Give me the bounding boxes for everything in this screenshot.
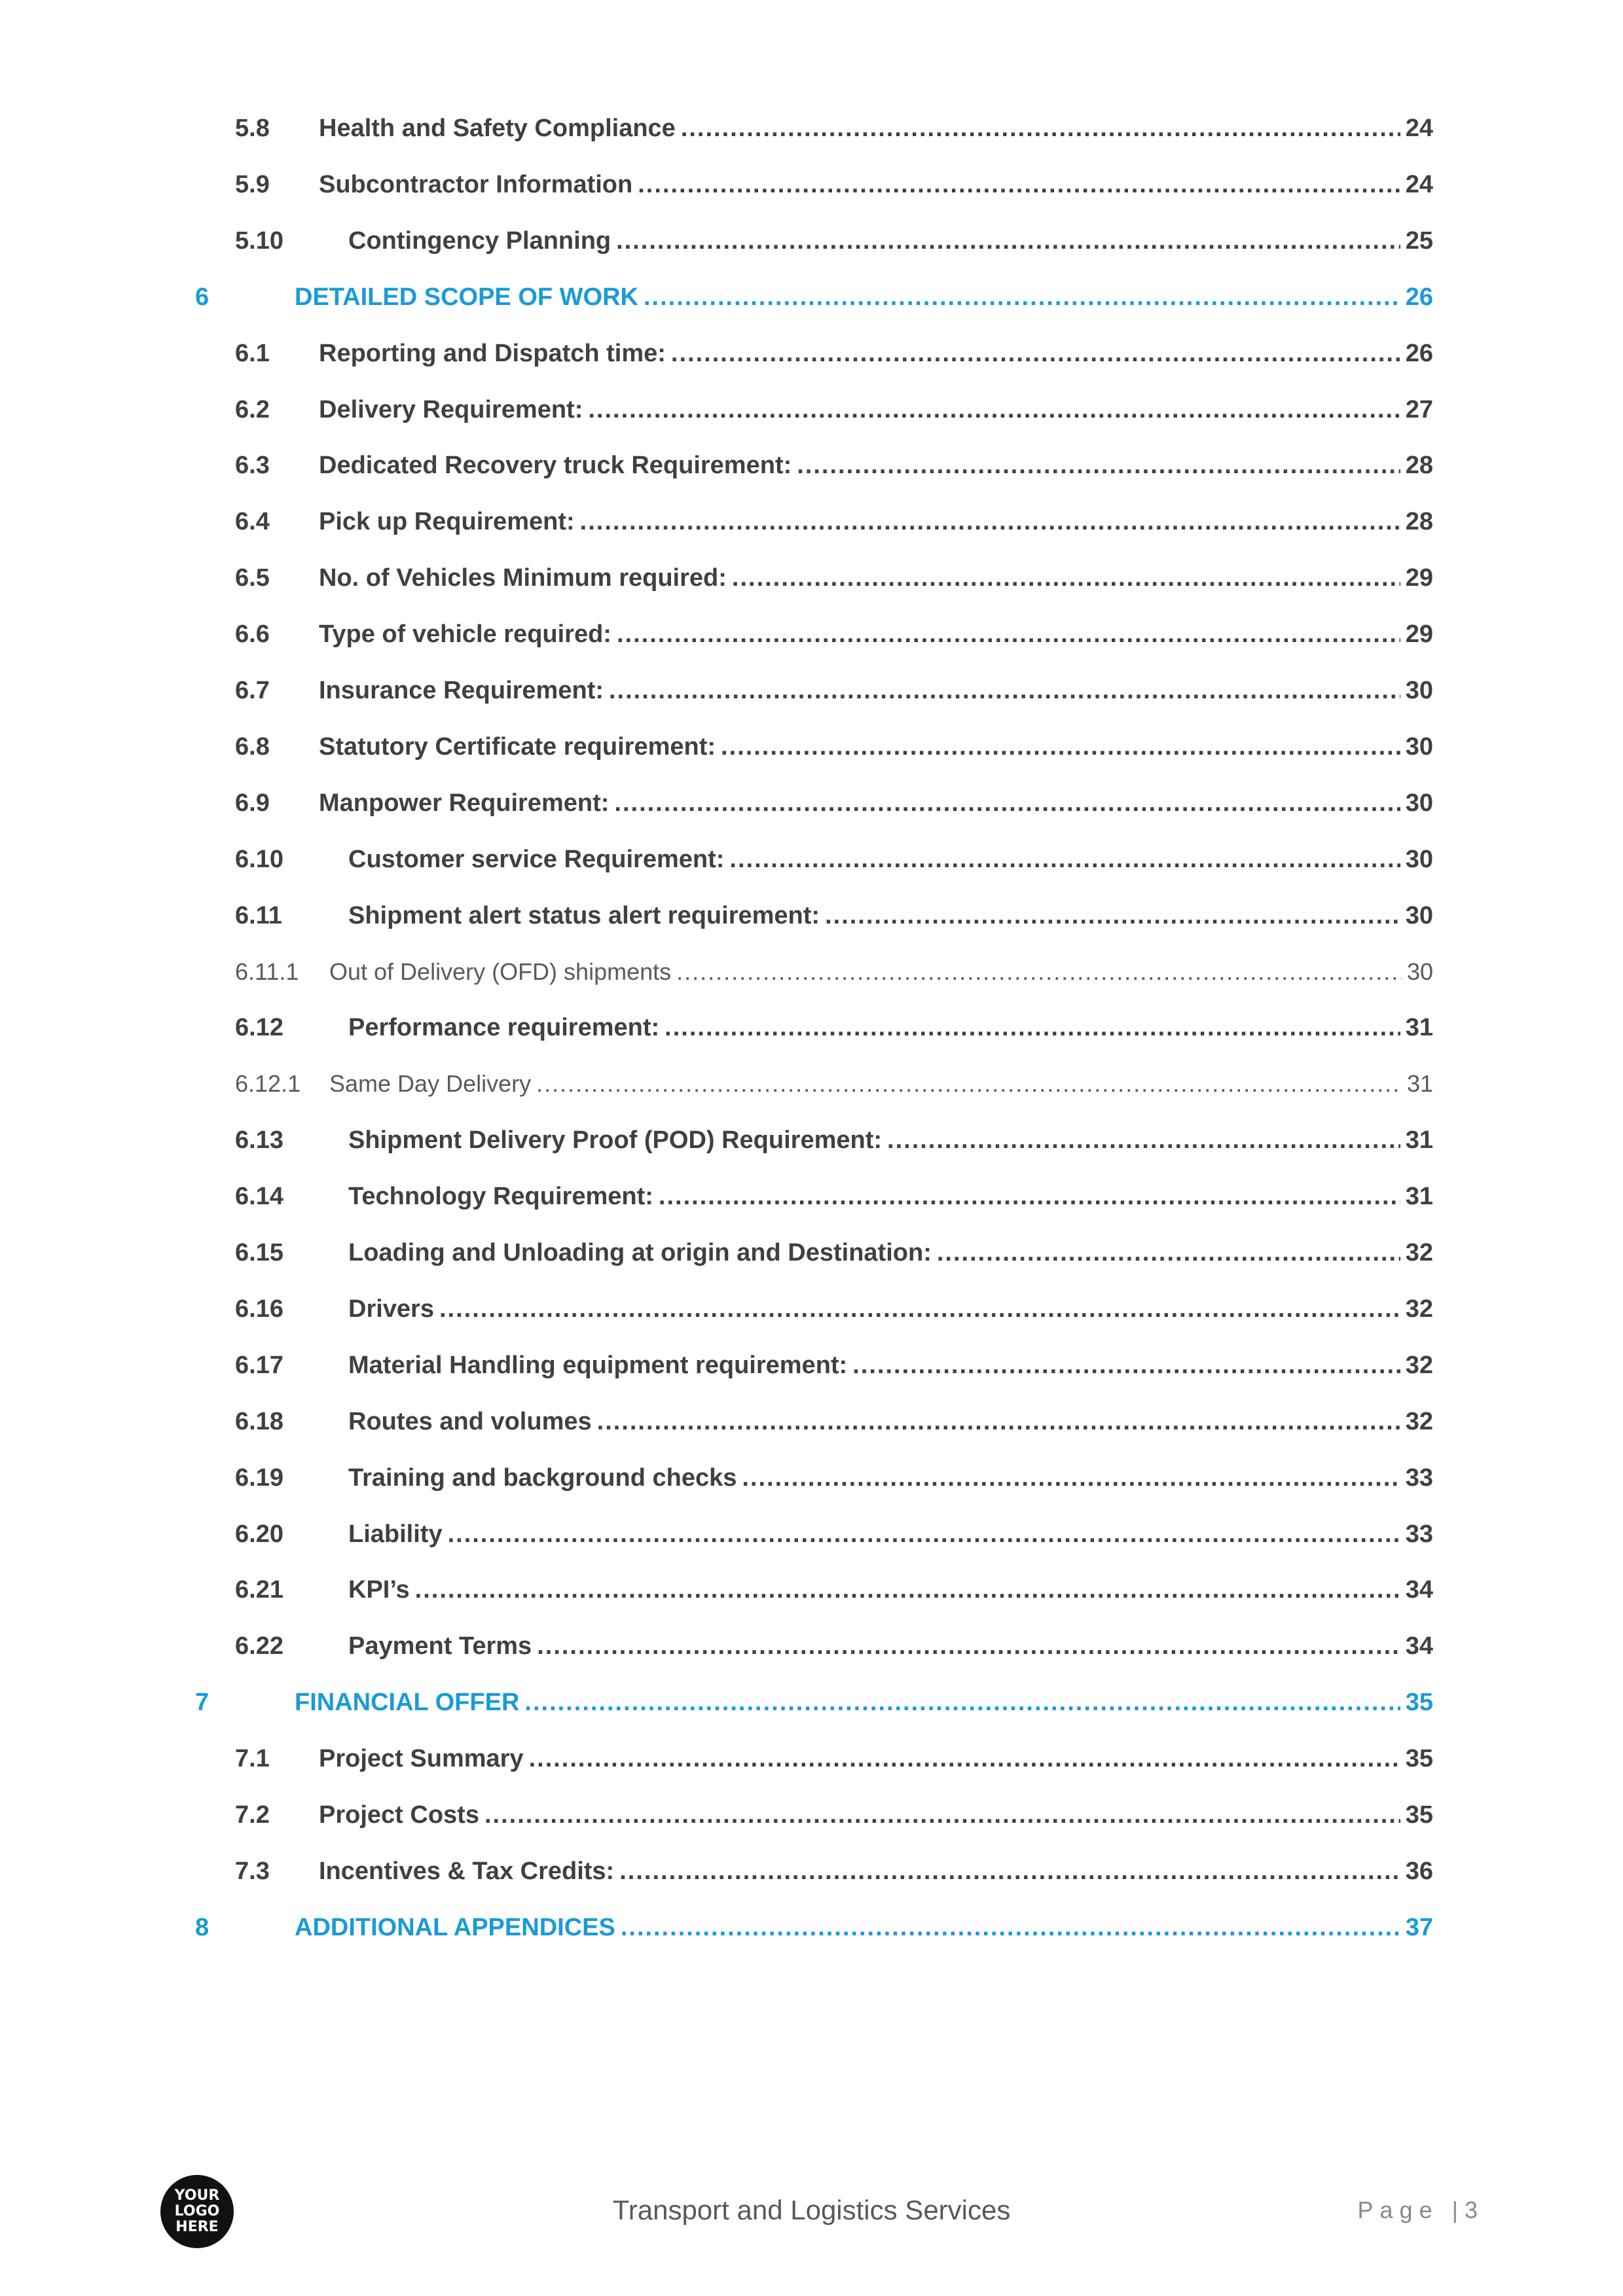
toc-entry-title: Reporting and Dispatch time: <box>319 340 666 367</box>
toc-entry-number: 6.2 <box>235 396 270 423</box>
toc-entry-number: 6.8 <box>235 733 270 761</box>
toc-dot-leader <box>536 1069 1402 1098</box>
toc-entry-page: 30 <box>1405 789 1433 817</box>
toc-dot-leader <box>676 958 1402 986</box>
toc-entry-page: 30 <box>1405 846 1433 873</box>
toc-entry-number: 5.10 <box>235 227 283 255</box>
toc-dot-leader <box>621 1913 1400 1942</box>
toc-entry-number: 6.7 <box>235 677 270 704</box>
toc-entry-title: Health and Safety Compliance <box>319 115 676 142</box>
toc-entry[interactable] <box>0 1790 1623 1829</box>
toc-entry-number: 6.19 <box>235 1464 283 1492</box>
toc-entry-title: Project Summary <box>319 1745 524 1772</box>
toc-dot-leader <box>619 1857 1400 1886</box>
toc-entry-title: Customer service Requirement: <box>348 846 725 873</box>
toc-dot-leader <box>665 1013 1400 1042</box>
toc-dot-leader <box>448 1520 1400 1549</box>
toc-entry-number: 7.1 <box>235 1745 270 1772</box>
toc-dot-leader <box>721 732 1400 761</box>
toc-entry-number: 6.1 <box>235 340 270 367</box>
toc-entry-number: 5.9 <box>235 171 270 198</box>
toc-entry-number: 6.14 <box>235 1183 283 1210</box>
toc-entry-page: 33 <box>1405 1520 1433 1548</box>
logo-line: YOUR <box>174 2187 220 2204</box>
toc-dot-leader <box>644 283 1400 312</box>
toc-entry-page: 30 <box>1405 733 1433 761</box>
toc-entry-title: ADDITIONAL APPENDICES <box>295 1914 615 1941</box>
toc-entry-number: 6.12.1 <box>235 1070 301 1097</box>
toc-entry-number: 6.9 <box>235 789 270 817</box>
page-label: Page <box>1357 2197 1439 2223</box>
toc-dot-leader <box>825 901 1400 930</box>
toc-entry[interactable] <box>0 216 1623 255</box>
toc-entry-title: Payment Terms <box>348 1632 532 1660</box>
toc-dot-leader <box>638 170 1400 199</box>
toc-entry-number: 6.17 <box>235 1352 283 1379</box>
toc-entry-page: 24 <box>1405 171 1433 198</box>
toc-entry-number: 6.22 <box>235 1632 283 1660</box>
toc-entry-title: Incentives & Tax Credits: <box>319 1857 615 1885</box>
toc-entry[interactable] <box>0 1677 1623 1717</box>
toc-entry-number: 6.11 <box>235 902 282 929</box>
toc-entry-title: KPI’s <box>348 1576 410 1604</box>
toc-entry-title: Dedicated Recovery truck Requirement: <box>319 452 792 479</box>
toc-dot-leader <box>597 1407 1400 1436</box>
toc-entry-number: 6.10 <box>235 846 283 873</box>
toc-dot-leader <box>617 620 1400 649</box>
toc-entry-page: 27 <box>1405 396 1433 423</box>
toc-entry-page: 31 <box>1405 1183 1433 1210</box>
toc-entry-number: 6.13 <box>235 1126 283 1154</box>
toc-entry-page: 24 <box>1405 115 1433 142</box>
logo-line: HERE <box>175 2219 219 2235</box>
toc-entry[interactable] <box>0 1340 1623 1380</box>
toc-entry-page: 35 <box>1405 1745 1433 1772</box>
toc-entry[interactable] <box>0 778 1623 817</box>
toc-entry-title: Drivers <box>348 1295 434 1323</box>
toc-entry[interactable] <box>0 1734 1623 1773</box>
toc-entry-number: 6.11.1 <box>235 958 299 985</box>
toc-entry-page: 34 <box>1405 1576 1433 1604</box>
toc-entry[interactable] <box>0 1228 1623 1267</box>
toc-entry[interactable] <box>0 1846 1623 1886</box>
toc-entry-page: 32 <box>1405 1352 1433 1379</box>
footer-document-title: Transport and Logistics Services <box>612 2195 1011 2225</box>
toc-entry-number: 5.8 <box>235 115 270 142</box>
toc-entry-page: 26 <box>1405 283 1433 311</box>
toc-entry-number: 6.5 <box>235 564 270 592</box>
toc-dot-leader <box>887 1126 1400 1155</box>
toc-entry-title: Shipment Delivery Proof (POD) Requirement: <box>348 1126 883 1154</box>
toc-dot-leader <box>588 395 1400 424</box>
toc-dot-leader <box>415 1575 1400 1604</box>
toc-entry-number: 6.15 <box>235 1239 283 1266</box>
toc-entry-page: 37 <box>1405 1914 1433 1941</box>
toc-entry[interactable] <box>0 1115 1623 1155</box>
toc-entry[interactable] <box>0 609 1623 649</box>
toc-entry-title: Routes and volumes <box>348 1408 592 1435</box>
toc-entry-page: 28 <box>1405 452 1433 479</box>
toc-entry[interactable] <box>0 1059 1623 1098</box>
toc-dot-leader <box>484 1801 1400 1829</box>
toc-entry[interactable] <box>0 440 1623 480</box>
toc-dot-leader <box>529 1744 1400 1773</box>
toc-entry-page: 31 <box>1405 1014 1433 1041</box>
toc-dot-leader <box>439 1295 1400 1323</box>
toc-entry-page: 30 <box>1405 902 1433 929</box>
toc-entry[interactable] <box>0 834 1623 874</box>
toc-entry-title: FINANCIAL OFFER <box>295 1689 520 1716</box>
footer-page-number <box>1358 2197 1484 2224</box>
toc-entry-number: 6.18 <box>235 1408 283 1435</box>
toc-entry[interactable] <box>0 1621 1623 1660</box>
toc-entry-title: Manpower Requirement: <box>319 789 610 817</box>
page-number: 3 <box>1464 2197 1484 2223</box>
toc-entry-number: 6.16 <box>235 1295 283 1323</box>
toc-dot-leader <box>681 114 1400 143</box>
toc-entry-page: 29 <box>1405 620 1433 648</box>
toc-entry-title: Shipment alert status alert requirement: <box>348 902 820 929</box>
toc-dot-leader <box>616 226 1400 255</box>
toc-entry-page: 35 <box>1405 1689 1433 1716</box>
toc-entry-page: 28 <box>1405 508 1433 535</box>
toc-entry-title: Contingency Planning <box>348 227 611 255</box>
toc-entry-page: 32 <box>1405 1408 1433 1435</box>
toc-entry-title: Type of vehicle required: <box>319 620 611 648</box>
toc-entry-title: Insurance Requirement: <box>319 677 604 704</box>
toc-entry[interactable] <box>0 1509 1623 1549</box>
toc-entry-page: 32 <box>1405 1239 1433 1266</box>
toc-entry-title: Pick up Requirement: <box>319 508 575 535</box>
toc-entry-page: 25 <box>1405 227 1433 255</box>
toc-dot-leader <box>609 676 1400 705</box>
toc-entry[interactable] <box>0 1284 1623 1323</box>
toc-entry[interactable] <box>0 947 1623 986</box>
toc-dot-leader <box>537 1632 1400 1660</box>
toc-entry-title: No. of Vehicles Minimum required: <box>319 564 727 592</box>
toc-dot-leader <box>671 339 1400 368</box>
toc-entry-number: 6.21 <box>235 1576 283 1604</box>
toc-entry-page: 33 <box>1405 1464 1433 1492</box>
page-separator: | <box>1451 2197 1465 2223</box>
toc-entry[interactable] <box>0 666 1623 705</box>
toc-entry-title: Statutory Certificate requirement: <box>319 733 716 761</box>
toc-dot-leader <box>852 1351 1400 1380</box>
toc-entry[interactable] <box>0 329 1623 368</box>
toc-entry-title: Loading and Unloading at origin and Destination: <box>348 1239 932 1266</box>
toc-entry[interactable] <box>0 722 1623 761</box>
toc-entry[interactable] <box>0 1903 1623 1942</box>
toc-entry[interactable] <box>0 272 1623 312</box>
toc-entry-page: 34 <box>1405 1632 1433 1660</box>
toc-entry-number: 7 <box>195 1689 210 1716</box>
toc-entry-title: DETAILED SCOPE OF WORK <box>295 283 638 311</box>
toc-entry[interactable] <box>0 103 1623 143</box>
toc-dot-leader <box>797 451 1400 480</box>
toc-entry-title: Liability <box>348 1520 443 1548</box>
toc-dot-leader <box>937 1238 1400 1267</box>
toc-entry-page: 35 <box>1405 1801 1433 1829</box>
toc-entry-number: 7.3 <box>235 1857 270 1885</box>
toc-entry-title: Out of Delivery (OFD) shipments <box>329 958 672 985</box>
toc-entry-page: 36 <box>1405 1857 1433 1885</box>
toc-entry-number: 7.2 <box>235 1801 270 1829</box>
toc-entry-page: 29 <box>1405 564 1433 592</box>
toc-entry-number: 8 <box>195 1914 210 1941</box>
toc-entry-title: Delivery Requirement: <box>319 396 583 423</box>
toc-entry[interactable] <box>0 1453 1623 1492</box>
toc-entry[interactable] <box>0 385 1623 424</box>
toc-entry-page: 31 <box>1405 1126 1433 1154</box>
toc-entry-number: 6.4 <box>235 508 270 535</box>
toc-entry-title: Performance requirement: <box>348 1014 660 1041</box>
toc-entry[interactable] <box>0 1397 1623 1436</box>
toc-entry-page: 30 <box>1405 677 1433 704</box>
toc-entry[interactable] <box>0 1003 1623 1042</box>
toc-entry-number: 6 <box>195 283 210 311</box>
toc-entry[interactable] <box>0 1172 1623 1211</box>
toc-entry-title: Project Costs <box>319 1801 479 1829</box>
toc-entry-title: Material Handling equipment requirement: <box>348 1352 848 1379</box>
toc-entry[interactable] <box>0 497 1623 536</box>
toc-entry-number: 6.6 <box>235 620 270 648</box>
toc-entry-page: 31 <box>1406 1070 1433 1097</box>
toc-dot-leader <box>732 564 1400 592</box>
toc-entry[interactable] <box>0 553 1623 592</box>
toc-entry-number: 6.12 <box>235 1014 283 1041</box>
toc-entry-title: Technology Requirement: <box>348 1183 653 1210</box>
toc-entry[interactable] <box>0 160 1623 199</box>
toc-entry-number: 6.3 <box>235 452 270 479</box>
toc-dot-leader <box>524 1688 1400 1717</box>
toc-entry-number: 6.20 <box>235 1520 283 1548</box>
toc-dot-leader <box>729 845 1400 874</box>
toc-entry-title: Subcontractor Information <box>319 171 633 198</box>
toc-dot-leader <box>580 507 1400 536</box>
logo-line: LOGO <box>174 2203 220 2219</box>
toc-entry-page: 32 <box>1405 1295 1433 1323</box>
toc-dot-leader <box>659 1182 1400 1211</box>
toc-entry-page: 26 <box>1405 340 1433 367</box>
toc-entry[interactable] <box>0 891 1623 930</box>
toc-entry[interactable] <box>0 1565 1623 1604</box>
toc-dot-leader <box>614 789 1400 817</box>
toc-entry-title: Same Day Delivery <box>329 1070 532 1097</box>
toc-entry-page: 30 <box>1406 958 1433 985</box>
toc-dot-leader <box>742 1463 1400 1492</box>
toc-entry-title: Training and background checks <box>348 1464 737 1492</box>
